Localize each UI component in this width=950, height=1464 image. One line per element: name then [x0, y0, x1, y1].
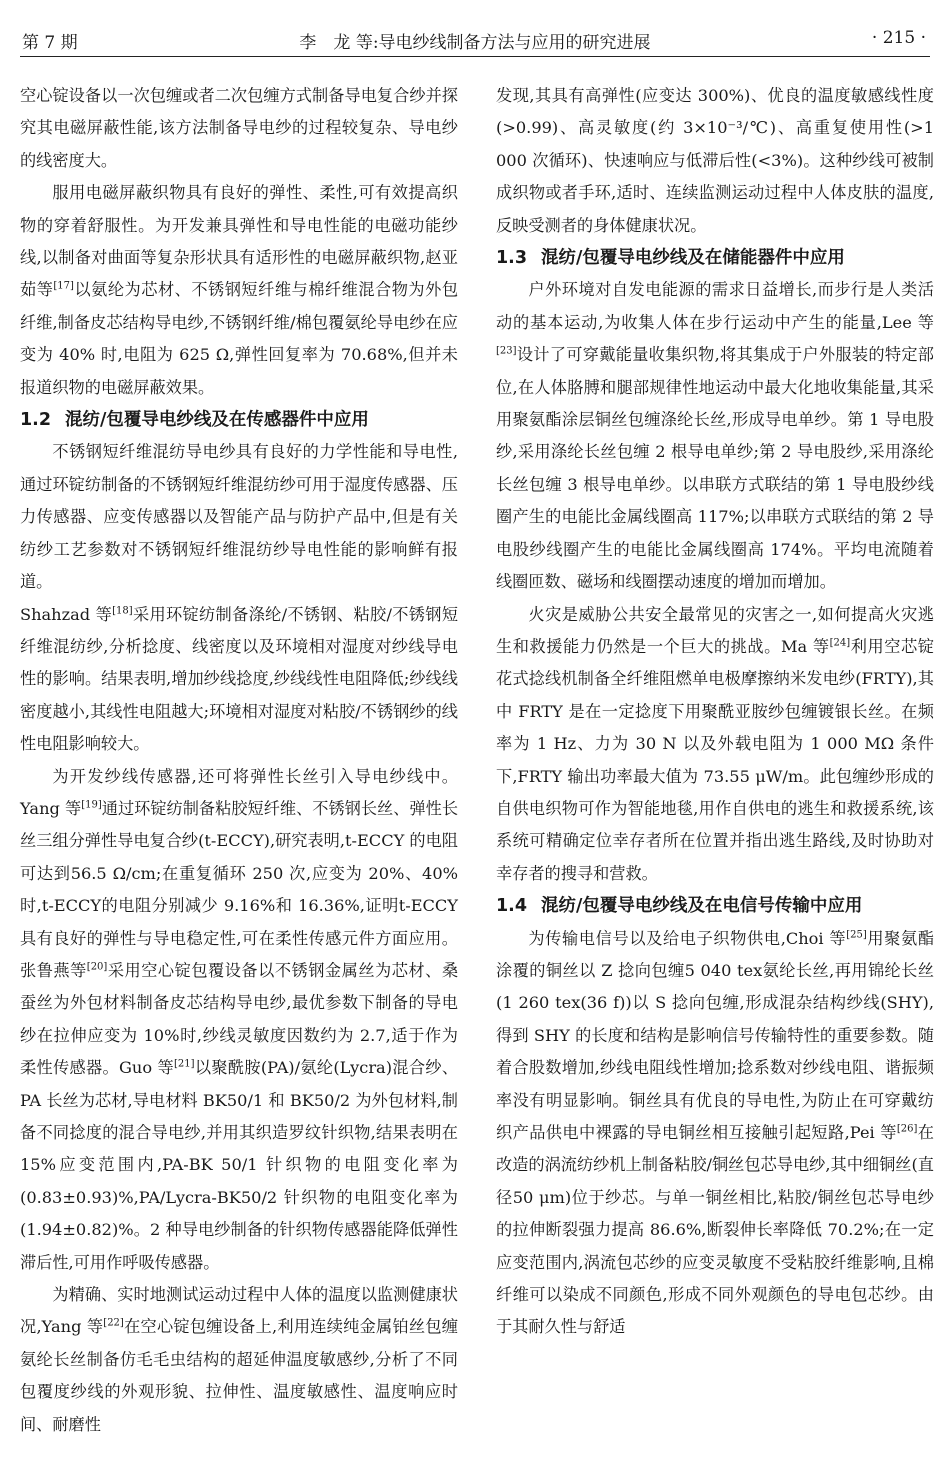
citation-20[interactable]: [20]	[86, 961, 108, 973]
citation-25[interactable]: [25]	[846, 929, 867, 941]
citation-19[interactable]: [19]	[81, 799, 102, 811]
running-header	[20, 22, 930, 57]
citation-23[interactable]: [23]	[496, 345, 517, 357]
citation-22[interactable]: [22]	[103, 1318, 124, 1330]
paragraph-shahzad: Shahzad 等[18]采用环锭纺制备涤纶/不锈钢、粘胶/不锈钢短纤维混纺纱,分析捻度、线密度以及环境相对湿度对纱线导电性的影响。结果表明,增加纱线捻度,纱线线性电阻降低;纱线线密度越小,其线性电阻越大;环境相对湿度对粘胶/不锈钢纱的线性电阻影响较大。	[20, 604, 459, 754]
paragraph-yang-22: 为精确、实时地测试运动过程中人体的温度以监测健康状况,Yang 等[22]在空心锭包缠设备上,利用连续纯金属铂丝包缠氨纶长丝制备仿毛毛虫结构的超延伸温度敏感纱,分析了不同包覆度纱线的外观形貌、拉伸性、温度敏感性、温度响应时间、耐磨性	[20, 1285, 458, 1434]
paragraph-choi: 为传输电信号以及给电子织物供电,Choi 等[25]用聚氨酯涂覆的铜丝以 Z 捻向包缠5 040 tex氨纶长丝,再用锦纶长丝(1 260 tex(36 f))以 S 捻向包缠,形成混杂结构纱线(SHY),得到 SHY 的长度和结构是影响信号传输特性的重要参数。随着合股数增加,纱线电阻线性增加;捻系数对纱线电阻、谐振频率没有明显影响。铜丝具有优良的导电性,为防止在可穿戴纺织产品供电中裸露的导电铜丝相互接触引起短路,Pei 等[26]在改造的涡流纺纱机上制备粘胶/铜丝包芯导电纱,其中细铜丝(直径50 μm)位于纱芯。与单一铜丝相比,粘胶/铜丝包芯导电纱的拉伸断裂强力提高 86.6%,断裂伸长率降低 70.2%;在一定应变范围内,涡流包芯纱的应变灵敏度不受粘胶纤维影响,且棉纤维可以染成不同颜色,形成不同外观颜色的导电包芯纱。由于其耐久性与舒适	[496, 928, 935, 1337]
citation-21[interactable]: [21]	[174, 1058, 195, 1070]
section-heading-1-4: 1.4 混纺/包覆导电纱线及在电信号传输中应用	[496, 896, 863, 917]
section-heading-1-3: 1.3 混纺/包覆导电纱线及在储能器件中应用	[496, 248, 845, 269]
paragraph-continued-right: 发现,其具有高弹性(应变达 300%)、优良的温度敏感线性度(>0.99)、高灵敏度(约 3×10⁻³/℃)、高重复使用性(>1 000 次循环)、快速响应与低滞后性(<3%)。这种纱线可被制成织物或者手环,适时、连续监测运动过程中人体皮肤的温度,反映受测者的身体健康状况。	[496, 86, 934, 235]
citation-26[interactable]: [26]	[896, 1123, 918, 1135]
paragraph-ma: 火灾是威胁公共安全最常见的灾害之一,如何提高火灾逃生和救援能力仍然是一个巨大的挑战。Ma 等[24]利用空芯锭花式捻线机制备全纤维阻燃单电极摩擦纳米发电纱(FRTY),其中 FRTY 是在一定捻度下用聚酰亚胺纱包缠镀银长丝。在频率为 1 Hz、力为 30 N 以及外载电阻为 1 000 MΩ 条件下,FRTY 输出功率最大值为 73.55 μW/m。此包缠纱形成的自供电织物可作为智能地毯,用作自供电的逃生和救援系统,该系统可精确定位幸存者所在位置并指出逃生路线,及时协助对幸存者的搜寻和营救。	[496, 604, 934, 883]
citation-18[interactable]: [18]	[112, 605, 133, 617]
paragraph-zhao: 服用电磁屏蔽织物具有良好的弹性、柔性,可有效提高织物的穿着舒服性。为开发兼具弹性和导电性能的电磁功能纱线,以制备对曲面等复杂形状具有适形性的电磁屏蔽织物,赵亚茹等[17]以氨纶为芯材、不锈钢短纤维与棉纤维混合物为外包纤维,制备皮芯结构导电纱,不锈钢纤维/棉包覆氨纶导电纱在应变为 40% 时,电阻为 625 Ω,弹性回复率为 70.68%,但并未报道织物的电磁屏蔽效果。	[20, 183, 459, 397]
page-number: · 215 ·	[871, 28, 926, 48]
citation-17[interactable]: [17]	[53, 281, 74, 293]
left-column	[20, 80, 458, 1441]
section-heading-1-2: 1.2 混纺/包覆导电纱线及在传感器件中应用	[20, 410, 369, 431]
running-title: 李 龙 等:导电纱线制备方法与应用的研究进展	[299, 33, 651, 53]
paragraph-steel: 不锈钢短纤维混纺导电纱具有良好的力学性能和导电性,通过环锭纺制备的不锈钢短纤维混纺纱可用于湿度传感器、压力传感器、应变传感器以及智能产品与防护产品中,但是有关纺纱工艺参数对不锈钢短纤维混纺纱导电性能的影响鲜有报道。	[20, 442, 458, 592]
right-column	[496, 80, 934, 1344]
citation-24[interactable]: [24]	[829, 637, 851, 649]
paragraph-continued: 空心锭设备以一次包缠或者二次包缠方式制备导电复合纱并探究其电磁屏蔽性能,该方法制备导电纱的过程较复杂、导电纱的线密度大。	[20, 86, 458, 170]
paragraph-lee: 户外环境对自发电能源的需求日益增长,而步行是人类活动的基本运动,为收集人体在步行运动中产生的能量,Lee 等[23]设计了可穿戴能量收集织物,将其集成于户外服装的特定部位,在人体胳膊和腿部规律性地运动中最大化地收集能量,其采用聚氨酯涂层铜丝包缠涤纶长丝,形成导电单纱。第 1 导电股纱,采用涤纶长丝包缠 2 根导电单纱;第 2 导电股纱,采用涤纶长丝包缠 3 根导电单纱。以串联方式联结的第 1 导电股纱线圈产生的电能比金属线圈高 117%;以串联方式联结的第 2 导电股纱线圈产生的电能比金属线圈高 174%。平均电流随着线圈匝数、磁场和线圈摆动速度的增加而增加。	[496, 280, 934, 592]
issue-number: 第 7 期	[22, 33, 78, 53]
paragraph-yang-19: 为开发纱线传感器,还可将弹性长丝引入导电纱线中。Yang 等[19]通过环锭纺制备粘胶短纤维、不锈钢长丝、弹性长丝三组分弹性导电复合纱(t-ECCY),研究表明,t-ECCY 的电阻可达到56.5 Ω/cm;在重复循环 250 次,应变为 20%、40%时,t-ECCY的电阻分别减少 9.16%和 16.36%,证明t-ECCY具有良好的弹性与导电稳定性,可在柔性传感元件方面应用。张鲁燕等[20]采用空心锭包覆设备以不锈钢金属丝为芯材、桑蚕丝为外包材料制备皮芯结构导电纱,最优参数下制备的导电纱在拉伸应变为 10%时,纱线灵敏度因数约为 2.7,适于作为柔性传感器。Guo 等[21]以聚酰胺(PA)/氨纶(Lycra)混合纱、PA 长丝为芯材,导电材料 BK50/1 和 BK50/2 为外包材料,制备不同捻度的混合导电纱,并用其织造罗纹针织物,结果表明在15%应变范围内,PA-BK 50/1 针织物的电阻变化率为(0.83±0.93)%,PA/Lycra-BK50/2 针织物的电阻变化率为(1.94±0.82)%。2 种导电纱制备的针织物传感器能降低弹性滞后性,可用作呼吸传感器。	[20, 766, 459, 1272]
